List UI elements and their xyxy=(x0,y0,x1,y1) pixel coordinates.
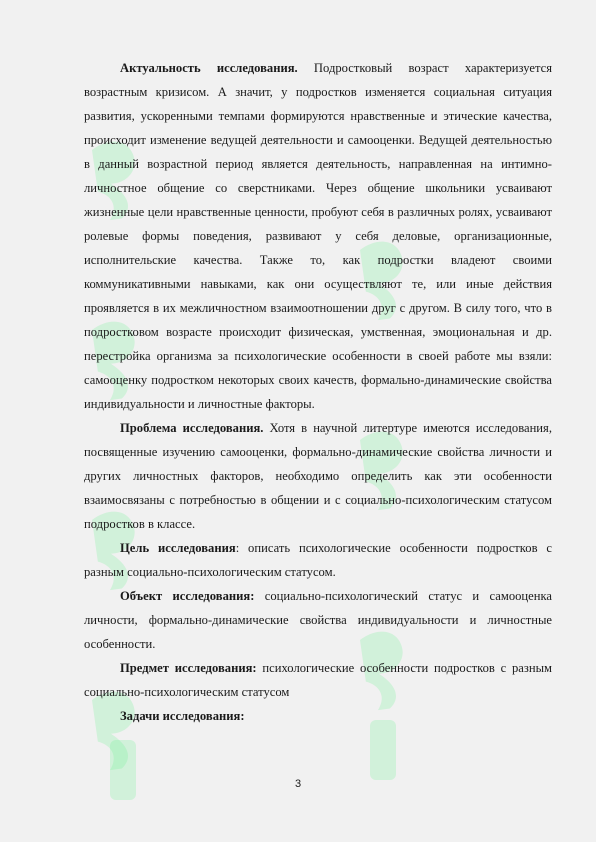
heading-relevance: Актуальность исследования. xyxy=(120,61,298,75)
paragraph-tasks xyxy=(84,704,552,728)
heading-goal: Цель исследования xyxy=(120,541,236,555)
text-object: социально-психологический статус и самооценка личности, формально-динамические свойства индивидуальности и личностные особенности. xyxy=(84,589,552,651)
text-goal: : описать психологические особенности подростков с разным социально-психологическим статусом. xyxy=(84,541,552,579)
paragraph-object xyxy=(84,584,552,656)
text-relevance: Подростковый возраст характеризуется возрастным кризисом. А значит, у подростков изменяется социальная ситуация развития, ускоренными темпами формируются нравственные и этические качества, происходит изменение ведущей деятельности и самооценки. Ведущей деятельностью в данный возрастной период является деятельность, направленная на интимно-личностное общение со сверстниками. Через общение школьники усваивают жизненные цели нравственные ценности, пробуют себя в различных ролях, усваивают ролевые формы поведения, развивают у себя деловые, организационные, исполнительские качества. Также то, как подростки владеют своими коммуникативными навыками, как они осуществляют те, или иные действия проявляется в их межличностном взаимоотношении друг с другом. В силу того, что в подростковом возрасте происходит физическая, умственная, эмоциональная и др. перестройка организма за психологические особенности в своей работе мы взяли: самооценку подростком некоторых своих качеств, формально-динамические свойства индивидуальности и личностные факторы. xyxy=(84,61,553,411)
paragraph-goal xyxy=(84,536,552,584)
heading-object: Объект исследования: xyxy=(120,589,255,603)
paragraph-problem xyxy=(84,416,552,536)
heading-tasks: Задачи исследования: xyxy=(120,709,245,723)
paragraph-subject xyxy=(84,656,552,704)
text-problem: Хотя в научной литертуре имеются исследования, посвященные изучению самооценки, формально-динамические свойства личности и других личностных факторов, необходимо определить как эти особенности взаимосвязаны с потребностью в общении и с социально-психологическим статусом подростков в классе. xyxy=(84,421,552,531)
heading-subject: Предмет исследования: xyxy=(120,661,257,675)
page-number: 3 xyxy=(294,778,302,790)
text-subject: психологические особенности подростков с разным социально-психологическим статусом xyxy=(84,661,553,699)
paragraph-relevance xyxy=(84,56,552,416)
heading-problem: Проблема исследования. xyxy=(120,421,264,435)
document-body xyxy=(84,56,552,728)
